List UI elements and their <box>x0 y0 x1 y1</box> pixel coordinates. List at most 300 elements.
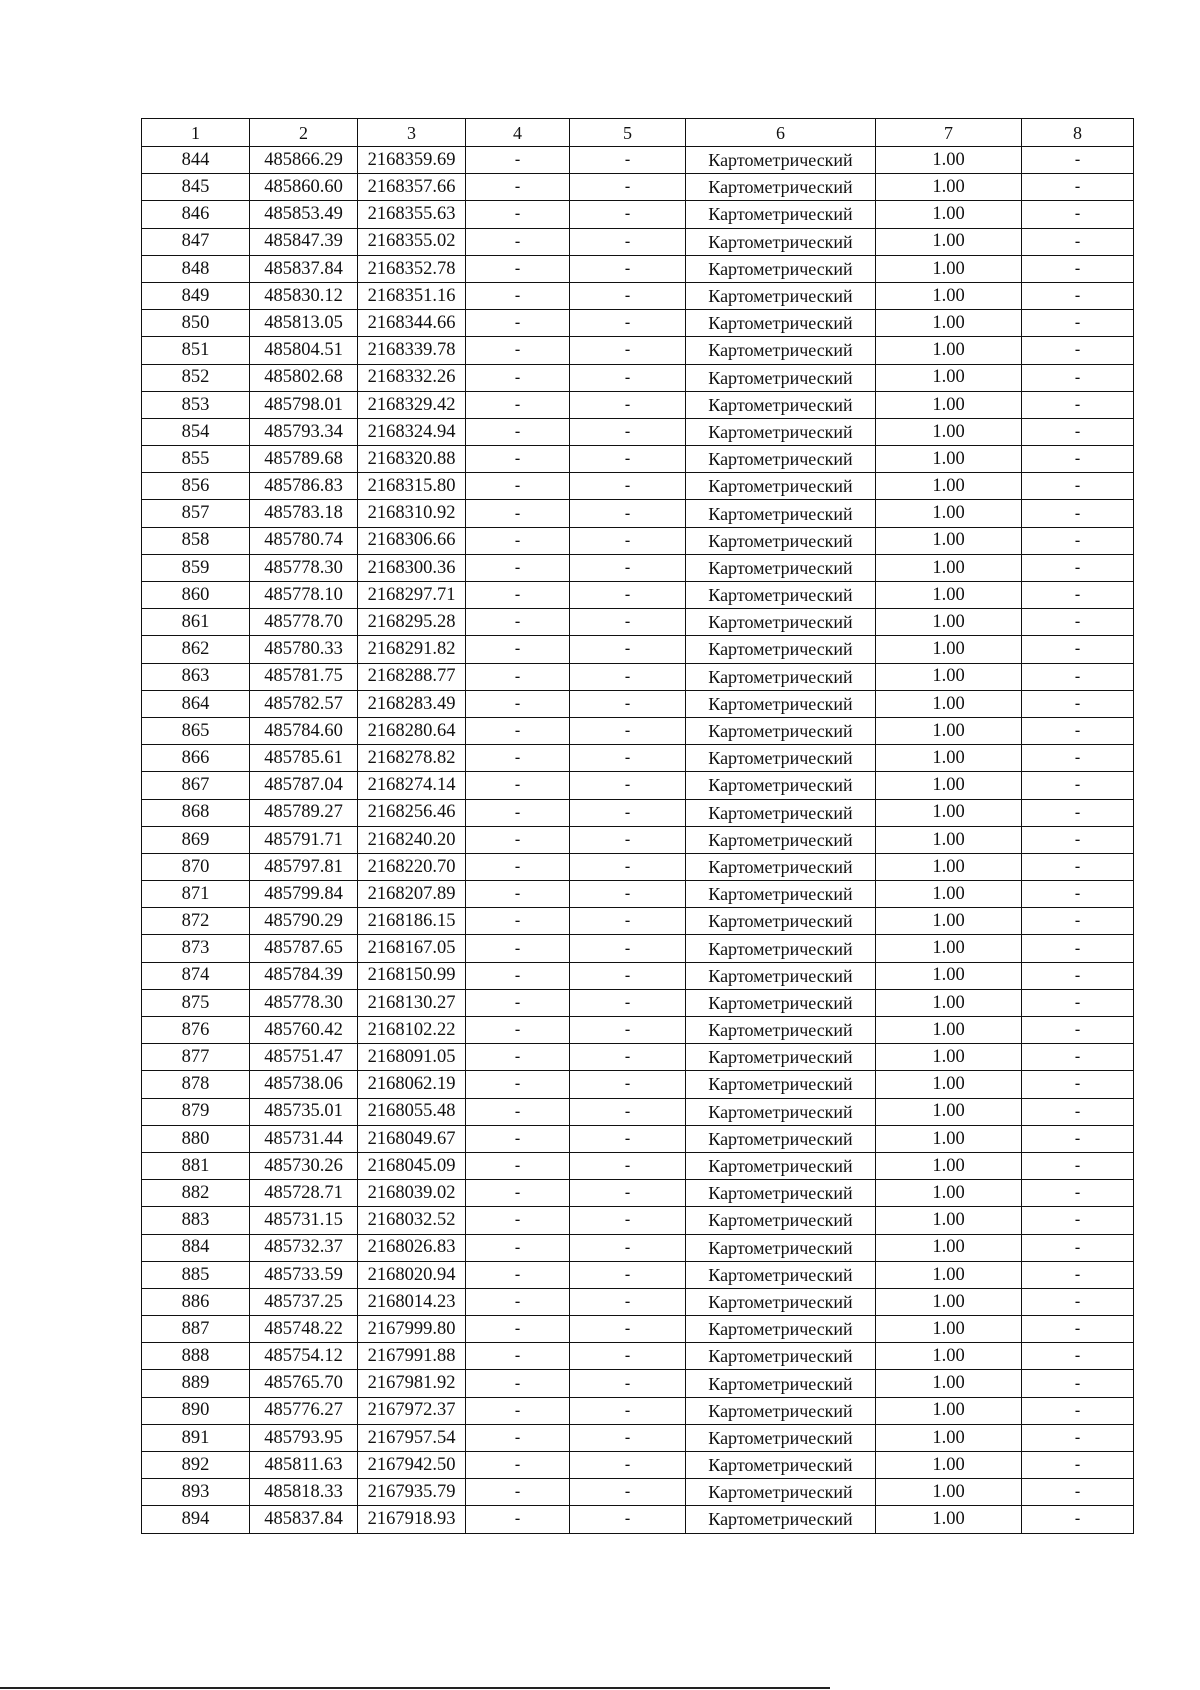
x-coordinate-cell: 485731.15 <box>250 1207 358 1234</box>
x-coordinate-cell: 485730.26 <box>250 1152 358 1179</box>
method-cell: Картометрический <box>686 1397 876 1424</box>
point-number-cell: 854 <box>142 418 250 445</box>
x-coordinate-cell: 485860.60 <box>250 174 358 201</box>
point-number-cell: 875 <box>142 989 250 1016</box>
table-row <box>142 1152 1134 1179</box>
column-4-cell: - <box>466 772 570 799</box>
column-5-cell: - <box>570 1397 686 1424</box>
accuracy-cell: 1.00 <box>876 1424 1022 1451</box>
x-coordinate-cell: 485780.33 <box>250 636 358 663</box>
y-coordinate-cell: 2168091.05 <box>358 1044 466 1071</box>
method-cell: Картометрический <box>686 337 876 364</box>
column-8-cell: - <box>1022 391 1134 418</box>
method-cell: Картометрический <box>686 310 876 337</box>
table-row <box>142 201 1134 228</box>
column-5-cell: - <box>570 554 686 581</box>
point-number-cell: 848 <box>142 255 250 282</box>
column-8-cell: - <box>1022 1288 1134 1315</box>
x-coordinate-cell: 485787.65 <box>250 935 358 962</box>
point-number-cell: 880 <box>142 1125 250 1152</box>
point-number-cell: 861 <box>142 609 250 636</box>
method-cell: Картометрический <box>686 1044 876 1071</box>
x-coordinate-cell: 485853.49 <box>250 201 358 228</box>
table-row <box>142 636 1134 663</box>
point-number-cell: 864 <box>142 690 250 717</box>
method-cell: Картометрический <box>686 636 876 663</box>
point-number-cell: 884 <box>142 1234 250 1261</box>
point-number-cell: 850 <box>142 310 250 337</box>
table-row <box>142 554 1134 581</box>
coordinates-table <box>141 118 1134 1534</box>
accuracy-cell: 1.00 <box>876 962 1022 989</box>
method-cell: Картометрический <box>686 799 876 826</box>
method-cell: Картометрический <box>686 554 876 581</box>
x-coordinate-cell: 485732.37 <box>250 1234 358 1261</box>
point-number-cell: 887 <box>142 1316 250 1343</box>
point-number-cell: 869 <box>142 826 250 853</box>
column-8-cell: - <box>1022 799 1134 826</box>
column-4-cell: - <box>466 582 570 609</box>
column-8-cell: - <box>1022 201 1134 228</box>
y-coordinate-cell: 2168320.88 <box>358 446 466 473</box>
y-coordinate-cell: 2168280.64 <box>358 717 466 744</box>
column-5-cell: - <box>570 690 686 717</box>
column-5-cell: - <box>570 908 686 935</box>
column-4-cell: - <box>466 255 570 282</box>
table-row <box>142 418 1134 445</box>
table-row <box>142 1316 1134 1343</box>
accuracy-cell: 1.00 <box>876 1479 1022 1506</box>
y-coordinate-cell: 2168220.70 <box>358 853 466 880</box>
column-header: 3 <box>358 119 466 147</box>
column-8-cell: - <box>1022 772 1134 799</box>
point-number-cell: 852 <box>142 364 250 391</box>
method-cell: Картометрический <box>686 1207 876 1234</box>
table-row <box>142 446 1134 473</box>
method-cell: Картометрический <box>686 1180 876 1207</box>
y-coordinate-cell: 2168291.82 <box>358 636 466 663</box>
method-cell: Картометрический <box>686 446 876 473</box>
column-5-cell: - <box>570 1452 686 1479</box>
table-row <box>142 745 1134 772</box>
method-cell: Картометрический <box>686 582 876 609</box>
table-row <box>142 1397 1134 1424</box>
x-coordinate-cell: 485847.39 <box>250 228 358 255</box>
x-coordinate-cell: 485789.68 <box>250 446 358 473</box>
accuracy-cell: 1.00 <box>876 989 1022 1016</box>
column-4-cell: - <box>466 500 570 527</box>
y-coordinate-cell: 2168130.27 <box>358 989 466 1016</box>
accuracy-cell: 1.00 <box>876 500 1022 527</box>
method-cell: Картометрический <box>686 826 876 853</box>
x-coordinate-cell: 485778.30 <box>250 554 358 581</box>
method-cell: Картометрический <box>686 1479 876 1506</box>
x-coordinate-cell: 485733.59 <box>250 1261 358 1288</box>
column-header: 7 <box>876 119 1022 147</box>
accuracy-cell: 1.00 <box>876 554 1022 581</box>
x-coordinate-cell: 485737.25 <box>250 1288 358 1315</box>
column-8-cell: - <box>1022 1397 1134 1424</box>
accuracy-cell: 1.00 <box>876 1044 1022 1071</box>
column-4-cell: - <box>466 853 570 880</box>
column-4-cell: - <box>466 1506 570 1533</box>
column-8-cell: - <box>1022 989 1134 1016</box>
y-coordinate-cell: 2168355.02 <box>358 228 466 255</box>
column-8-cell: - <box>1022 881 1134 908</box>
column-4-cell: - <box>466 364 570 391</box>
column-5-cell: - <box>570 446 686 473</box>
method-cell: Картометрический <box>686 201 876 228</box>
x-coordinate-cell: 485830.12 <box>250 282 358 309</box>
method-cell: Картометрический <box>686 1506 876 1533</box>
x-coordinate-cell: 485782.57 <box>250 690 358 717</box>
column-5-cell: - <box>570 473 686 500</box>
column-5-cell: - <box>570 1288 686 1315</box>
column-8-cell: - <box>1022 1479 1134 1506</box>
x-coordinate-cell: 485802.68 <box>250 364 358 391</box>
column-8-cell: - <box>1022 826 1134 853</box>
column-5-cell: - <box>570 147 686 174</box>
method-cell: Картометрический <box>686 745 876 772</box>
method-cell: Картометрический <box>686 473 876 500</box>
column-5-cell: - <box>570 772 686 799</box>
x-coordinate-cell: 485786.83 <box>250 473 358 500</box>
column-8-cell: - <box>1022 446 1134 473</box>
column-4-cell: - <box>466 446 570 473</box>
column-4-cell: - <box>466 228 570 255</box>
point-number-cell: 894 <box>142 1506 250 1533</box>
point-number-cell: 856 <box>142 473 250 500</box>
column-5-cell: - <box>570 201 686 228</box>
accuracy-cell: 1.00 <box>876 1152 1022 1179</box>
column-8-cell: - <box>1022 690 1134 717</box>
accuracy-cell: 1.00 <box>876 935 1022 962</box>
column-4-cell: - <box>466 1316 570 1343</box>
column-8-cell: - <box>1022 228 1134 255</box>
accuracy-cell: 1.00 <box>876 826 1022 853</box>
method-cell: Картометрический <box>686 962 876 989</box>
column-header: 8 <box>1022 119 1134 147</box>
accuracy-cell: 1.00 <box>876 446 1022 473</box>
column-8-cell: - <box>1022 174 1134 201</box>
y-coordinate-cell: 2168310.92 <box>358 500 466 527</box>
y-coordinate-cell: 2168062.19 <box>358 1071 466 1098</box>
table-row <box>142 772 1134 799</box>
x-coordinate-cell: 485776.27 <box>250 1397 358 1424</box>
point-number-cell: 871 <box>142 881 250 908</box>
column-5-cell: - <box>570 1125 686 1152</box>
column-8-cell: - <box>1022 473 1134 500</box>
column-4-cell: - <box>466 799 570 826</box>
column-8-cell: - <box>1022 1452 1134 1479</box>
column-5-cell: - <box>570 582 686 609</box>
method-cell: Картометрический <box>686 663 876 690</box>
point-number-cell: 846 <box>142 201 250 228</box>
x-coordinate-cell: 485789.27 <box>250 799 358 826</box>
method-cell: Картометрический <box>686 935 876 962</box>
table-row <box>142 1370 1134 1397</box>
x-coordinate-cell: 485784.39 <box>250 962 358 989</box>
y-coordinate-cell: 2168102.22 <box>358 1017 466 1044</box>
x-coordinate-cell: 485811.63 <box>250 1452 358 1479</box>
point-number-cell: 867 <box>142 772 250 799</box>
method-cell: Картометрический <box>686 1125 876 1152</box>
x-coordinate-cell: 485837.84 <box>250 255 358 282</box>
method-cell: Картометрический <box>686 881 876 908</box>
method-cell: Картометрический <box>686 391 876 418</box>
method-cell: Картометрический <box>686 717 876 744</box>
table-row <box>142 1125 1134 1152</box>
point-number-cell: 866 <box>142 745 250 772</box>
y-coordinate-cell: 2167999.80 <box>358 1316 466 1343</box>
column-8-cell: - <box>1022 1261 1134 1288</box>
point-number-cell: 890 <box>142 1397 250 1424</box>
table-row <box>142 255 1134 282</box>
column-4-cell: - <box>466 337 570 364</box>
accuracy-cell: 1.00 <box>876 881 1022 908</box>
method-cell: Картометрический <box>686 1316 876 1343</box>
column-8-cell: - <box>1022 364 1134 391</box>
column-5-cell: - <box>570 881 686 908</box>
column-4-cell: - <box>466 174 570 201</box>
column-5-cell: - <box>570 1424 686 1451</box>
table-row <box>142 147 1134 174</box>
point-number-cell: 857 <box>142 500 250 527</box>
column-8-cell: - <box>1022 962 1134 989</box>
column-4-cell: - <box>466 527 570 554</box>
column-5-cell: - <box>570 364 686 391</box>
y-coordinate-cell: 2167981.92 <box>358 1370 466 1397</box>
column-4-cell: - <box>466 1343 570 1370</box>
point-number-cell: 888 <box>142 1343 250 1370</box>
x-coordinate-cell: 485778.70 <box>250 609 358 636</box>
accuracy-cell: 1.00 <box>876 201 1022 228</box>
column-4-cell: - <box>466 147 570 174</box>
point-number-cell: 877 <box>142 1044 250 1071</box>
accuracy-cell: 1.00 <box>876 690 1022 717</box>
column-4-cell: - <box>466 663 570 690</box>
method-cell: Картометрический <box>686 1424 876 1451</box>
column-8-cell: - <box>1022 1125 1134 1152</box>
y-coordinate-cell: 2168355.63 <box>358 201 466 228</box>
column-8-cell: - <box>1022 1017 1134 1044</box>
point-number-cell: 849 <box>142 282 250 309</box>
table-row <box>142 391 1134 418</box>
x-coordinate-cell: 485793.95 <box>250 1424 358 1451</box>
column-5-cell: - <box>570 1506 686 1533</box>
column-8-cell: - <box>1022 1207 1134 1234</box>
table-row <box>142 337 1134 364</box>
y-coordinate-cell: 2167972.37 <box>358 1397 466 1424</box>
accuracy-cell: 1.00 <box>876 418 1022 445</box>
y-coordinate-cell: 2168339.78 <box>358 337 466 364</box>
table-row <box>142 364 1134 391</box>
y-coordinate-cell: 2168351.16 <box>358 282 466 309</box>
column-8-cell: - <box>1022 1180 1134 1207</box>
accuracy-cell: 1.00 <box>876 1234 1022 1261</box>
method-cell: Картометрический <box>686 1343 876 1370</box>
table-row <box>142 1424 1134 1451</box>
column-5-cell: - <box>570 174 686 201</box>
column-8-cell: - <box>1022 418 1134 445</box>
column-8-cell: - <box>1022 310 1134 337</box>
column-4-cell: - <box>466 1098 570 1125</box>
point-number-cell: 868 <box>142 799 250 826</box>
point-number-cell: 891 <box>142 1424 250 1451</box>
y-coordinate-cell: 2168300.36 <box>358 554 466 581</box>
table-row <box>142 582 1134 609</box>
column-8-cell: - <box>1022 1316 1134 1343</box>
point-number-cell: 883 <box>142 1207 250 1234</box>
column-8-cell: - <box>1022 609 1134 636</box>
y-coordinate-cell: 2168014.23 <box>358 1288 466 1315</box>
column-8-cell: - <box>1022 717 1134 744</box>
column-4-cell: - <box>466 282 570 309</box>
column-5-cell: - <box>570 1207 686 1234</box>
table-row <box>142 908 1134 935</box>
accuracy-cell: 1.00 <box>876 174 1022 201</box>
point-number-cell: 870 <box>142 853 250 880</box>
table-row <box>142 799 1134 826</box>
column-5-cell: - <box>570 500 686 527</box>
point-number-cell: 851 <box>142 337 250 364</box>
accuracy-cell: 1.00 <box>876 1370 1022 1397</box>
column-4-cell: - <box>466 201 570 228</box>
column-8-cell: - <box>1022 554 1134 581</box>
x-coordinate-cell: 485790.29 <box>250 908 358 935</box>
accuracy-cell: 1.00 <box>876 1452 1022 1479</box>
column-header: 2 <box>250 119 358 147</box>
method-cell: Картометрический <box>686 1452 876 1479</box>
method-cell: Картометрический <box>686 609 876 636</box>
column-8-cell: - <box>1022 282 1134 309</box>
table-header-row <box>142 119 1134 147</box>
point-number-cell: 860 <box>142 582 250 609</box>
method-cell: Картометрический <box>686 1098 876 1125</box>
y-coordinate-cell: 2168306.66 <box>358 527 466 554</box>
accuracy-cell: 1.00 <box>876 391 1022 418</box>
column-8-cell: - <box>1022 853 1134 880</box>
column-4-cell: - <box>466 826 570 853</box>
accuracy-cell: 1.00 <box>876 255 1022 282</box>
y-coordinate-cell: 2168020.94 <box>358 1261 466 1288</box>
accuracy-cell: 1.00 <box>876 853 1022 880</box>
x-coordinate-cell: 485813.05 <box>250 310 358 337</box>
column-4-cell: - <box>466 908 570 935</box>
y-coordinate-cell: 2168186.15 <box>358 908 466 935</box>
column-4-cell: - <box>466 1288 570 1315</box>
x-coordinate-cell: 485799.84 <box>250 881 358 908</box>
accuracy-cell: 1.00 <box>876 1207 1022 1234</box>
table-row <box>142 282 1134 309</box>
method-cell: Картометрический <box>686 282 876 309</box>
column-4-cell: - <box>466 1479 570 1506</box>
y-coordinate-cell: 2168256.46 <box>358 799 466 826</box>
accuracy-cell: 1.00 <box>876 1316 1022 1343</box>
column-4-cell: - <box>466 745 570 772</box>
accuracy-cell: 1.00 <box>876 1261 1022 1288</box>
column-8-cell: - <box>1022 663 1134 690</box>
table-row <box>142 690 1134 717</box>
column-header: 1 <box>142 119 250 147</box>
column-4-cell: - <box>466 554 570 581</box>
y-coordinate-cell: 2168352.78 <box>358 255 466 282</box>
table-row <box>142 1044 1134 1071</box>
column-8-cell: - <box>1022 527 1134 554</box>
accuracy-cell: 1.00 <box>876 310 1022 337</box>
accuracy-cell: 1.00 <box>876 1288 1022 1315</box>
column-4-cell: - <box>466 717 570 744</box>
column-8-cell: - <box>1022 636 1134 663</box>
y-coordinate-cell: 2168357.66 <box>358 174 466 201</box>
column-4-cell: - <box>466 1234 570 1261</box>
column-5-cell: - <box>570 1343 686 1370</box>
table-row <box>142 1207 1134 1234</box>
y-coordinate-cell: 2167935.79 <box>358 1479 466 1506</box>
point-number-cell: 882 <box>142 1180 250 1207</box>
column-5-cell: - <box>570 717 686 744</box>
x-coordinate-cell: 485765.70 <box>250 1370 358 1397</box>
column-5-cell: - <box>570 1479 686 1506</box>
x-coordinate-cell: 485798.01 <box>250 391 358 418</box>
table-row <box>142 1479 1134 1506</box>
y-coordinate-cell: 2168150.99 <box>358 962 466 989</box>
table-row <box>142 663 1134 690</box>
column-8-cell: - <box>1022 745 1134 772</box>
accuracy-cell: 1.00 <box>876 745 1022 772</box>
y-coordinate-cell: 2168329.42 <box>358 391 466 418</box>
table-row <box>142 1017 1134 1044</box>
column-4-cell: - <box>466 1044 570 1071</box>
accuracy-cell: 1.00 <box>876 1017 1022 1044</box>
column-4-cell: - <box>466 1261 570 1288</box>
accuracy-cell: 1.00 <box>876 228 1022 255</box>
column-4-cell: - <box>466 310 570 337</box>
accuracy-cell: 1.00 <box>876 1180 1022 1207</box>
method-cell: Картометрический <box>686 1288 876 1315</box>
point-number-cell: 892 <box>142 1452 250 1479</box>
y-coordinate-cell: 2168032.52 <box>358 1207 466 1234</box>
column-5-cell: - <box>570 228 686 255</box>
column-5-cell: - <box>570 663 686 690</box>
column-5-cell: - <box>570 935 686 962</box>
table-row <box>142 527 1134 554</box>
accuracy-cell: 1.00 <box>876 1343 1022 1370</box>
method-cell: Картометрический <box>686 1261 876 1288</box>
column-4-cell: - <box>466 1207 570 1234</box>
accuracy-cell: 1.00 <box>876 663 1022 690</box>
y-coordinate-cell: 2168295.28 <box>358 609 466 636</box>
accuracy-cell: 1.00 <box>876 337 1022 364</box>
accuracy-cell: 1.00 <box>876 147 1022 174</box>
column-5-cell: - <box>570 1017 686 1044</box>
table-row <box>142 1506 1134 1533</box>
table-row <box>142 1343 1134 1370</box>
point-number-cell: 855 <box>142 446 250 473</box>
column-4-cell: - <box>466 935 570 962</box>
y-coordinate-cell: 2168332.26 <box>358 364 466 391</box>
column-5-cell: - <box>570 799 686 826</box>
column-5-cell: - <box>570 527 686 554</box>
column-4-cell: - <box>466 609 570 636</box>
point-number-cell: 847 <box>142 228 250 255</box>
method-cell: Картометрический <box>686 1071 876 1098</box>
column-header: 5 <box>570 119 686 147</box>
accuracy-cell: 1.00 <box>876 908 1022 935</box>
method-cell: Картометрический <box>686 228 876 255</box>
y-coordinate-cell: 2168049.67 <box>358 1125 466 1152</box>
method-cell: Картометрический <box>686 908 876 935</box>
